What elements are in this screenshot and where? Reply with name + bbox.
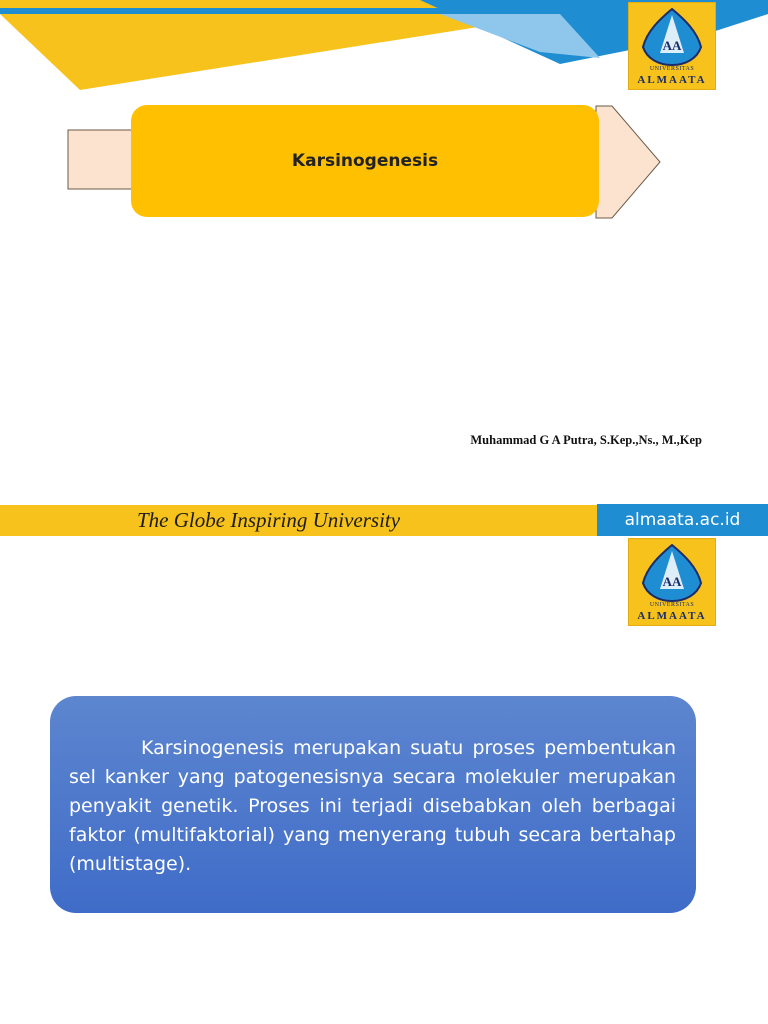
logo-name: ALMAATA bbox=[637, 610, 707, 622]
svg-text:AA: AA bbox=[662, 38, 682, 53]
almaata-logo bbox=[628, 538, 716, 626]
logo-univ-label: UNIVERSITAS bbox=[649, 602, 695, 608]
svg-text:AA: AA bbox=[662, 574, 682, 589]
almaata-logo bbox=[628, 2, 716, 90]
definition-paragraph: Karsinogenesis merupakan suatu proses pembentukan sel kanker yang patogenesisnya secara molekuler merupakan penyakit genetik. Proses ini terjadi disebabkan oleh berbagai faktor (multifaktorial) yang menyerang tubuh secara bertahap (multistage). bbox=[69, 737, 676, 875]
author-name: Muhammad G A Putra, S.Kep.,Ns., M.,Kep bbox=[470, 433, 702, 447]
footer-website[interactable]: almaata.ac.id bbox=[597, 504, 768, 536]
content-slide bbox=[0, 536, 768, 1024]
arrow-tail bbox=[68, 130, 136, 189]
logo-univ-label: UNIVERSITAS bbox=[649, 66, 695, 72]
definition-box bbox=[50, 696, 696, 913]
slide-title: Karsinogenesis bbox=[291, 151, 439, 171]
logo-name: ALMAATA bbox=[637, 74, 707, 86]
footer-tagline: The Globe Inspiring University bbox=[137, 508, 401, 532]
title-arrow-box bbox=[131, 105, 599, 217]
arrow-head bbox=[596, 106, 660, 218]
